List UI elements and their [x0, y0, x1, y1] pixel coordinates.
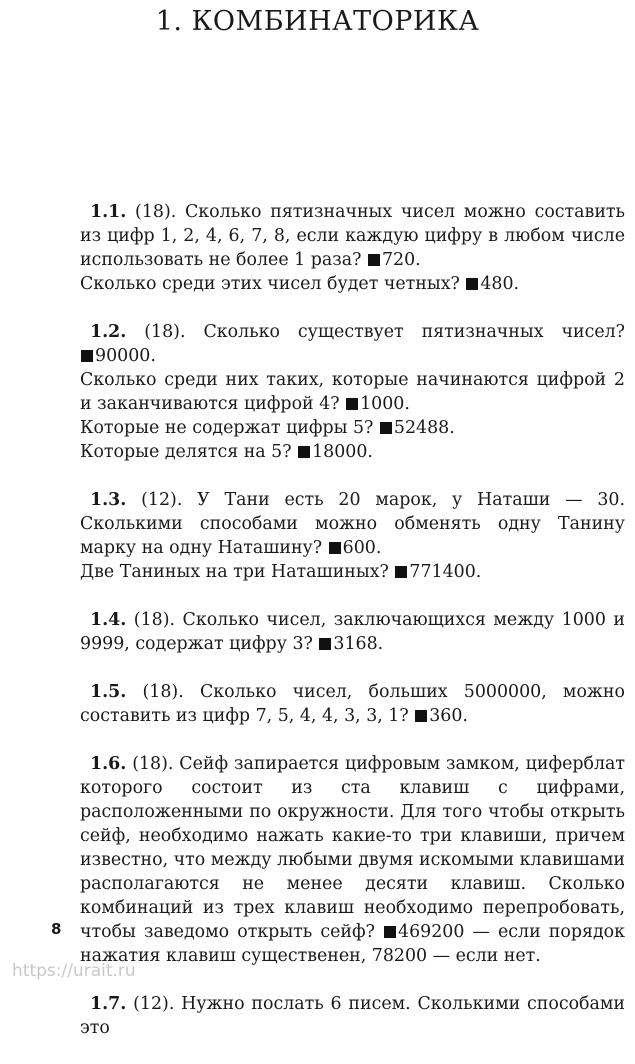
problem-1-1-p2: Сколько среди этих чисел будет четных? 480. [80, 274, 520, 294]
problem-1-7 [80, 992, 625, 1040]
problem-number: 1.2. [90, 322, 127, 342]
problem-1-5 [80, 680, 625, 728]
answer-marker-icon [319, 638, 331, 650]
answer: 1000. [360, 394, 410, 414]
problem-1-1 [80, 200, 625, 296]
answer: 52488. [393, 418, 455, 438]
problem-1-3-p2: Две Таниных на три Наташиных? 771400. [80, 562, 482, 582]
answer: 771400. [409, 562, 482, 582]
problem-1-4 [80, 608, 625, 656]
problem-1-2 [80, 320, 625, 464]
problem-1-6-p1: 1.6. (18). Сейф запирается цифровым замком, циферблат которого состоит из ста клавиш с цифрами, расположенными по окружности. Для того чтобы открыть сейф, необходимо нажать какие-то три клавиши, причем известно, что между любыми двумя искомыми клавишами располагаются не менее десяти клавиш. Сколько комбинаций из трех клавиш необходимо перепробовать, чтобы заведомо открыть сейф? 469200 — если порядок нажатия клавиш существенен, 78200 — если нет. [80, 754, 625, 966]
watermark: https://urait.ru [12, 961, 136, 981]
answer-marker-icon [415, 710, 427, 722]
problem-1-2-p1: 1.2. (18). Сколько существует пятизначных чисел? 90000. [80, 320, 625, 368]
problem-number: 1.5. [90, 682, 127, 702]
problem-1-3 [80, 488, 625, 584]
answer-marker-icon [81, 350, 93, 362]
answer-marker-icon [329, 542, 341, 554]
answer: 3168. [333, 634, 384, 654]
answer: 469200 [398, 922, 465, 942]
answer: 360. [429, 706, 468, 726]
answer-marker-icon [466, 278, 478, 290]
problem-list [80, 200, 625, 1064]
answer-marker-icon [395, 566, 407, 578]
problem-number: 1.7. [90, 994, 127, 1014]
answer: 480. [480, 274, 520, 294]
answer-marker-icon [384, 926, 396, 938]
problem-1-4-p1: 1.4. (18). Сколько чисел, заключающихся между 1000 и 9999, содержат цифру 3? 3168. [80, 610, 625, 654]
problem-1-6 [80, 752, 625, 968]
problem-1-7-p1: 1.7. (12). Нужно послать 6 писем. Сколькими способами это [80, 994, 625, 1038]
answer-marker-icon [380, 422, 392, 434]
answer: 90000. [95, 346, 156, 366]
answer: 720. [381, 250, 421, 270]
problem-number: 1.3. [90, 490, 127, 510]
answer: 600. [342, 538, 382, 558]
problem-1-1-p1: 1.1. (18). Сколько пятизначных чисел можно составить из цифр 1, 2, 4, 6, 7, 8, если каждую цифру в любом числе использовать не более 1 раза? 720. [80, 202, 625, 270]
answer-marker-icon [298, 446, 310, 458]
problem-1-2-p4: Которые делятся на 5? 18000. [80, 442, 373, 462]
page-title: 1. КОМБИНАТОРИКА [155, 6, 480, 37]
answer-marker-icon [368, 254, 380, 266]
problem-1-2-p3: Которые не содержат цифры 5? 52488. [80, 418, 455, 438]
answer: 18000. [312, 442, 373, 462]
problem-number: 1.4. [90, 610, 127, 630]
answer-marker-icon [346, 398, 358, 410]
problem-number: 1.1. [90, 202, 127, 222]
problem-number: 1.6. [90, 754, 127, 774]
page-number: 8 [51, 920, 62, 938]
problem-1-2-p2: Сколько среди них таких, которые начинаются цифрой 2 и заканчиваются цифрой 4? 1000. [80, 370, 625, 414]
problem-1-3-p1: 1.3. (12). У Тани есть 20 марок, у Наташи — 30. Сколькими способами можно обменять одну Танину марку на одну Наташину? 600. [80, 490, 625, 558]
problem-1-5-p1: 1.5. (18). Сколько чисел, больших 5000000, можно составить из цифр 7, 5, 4, 4, 3, 3, 1? 360. [80, 682, 625, 726]
